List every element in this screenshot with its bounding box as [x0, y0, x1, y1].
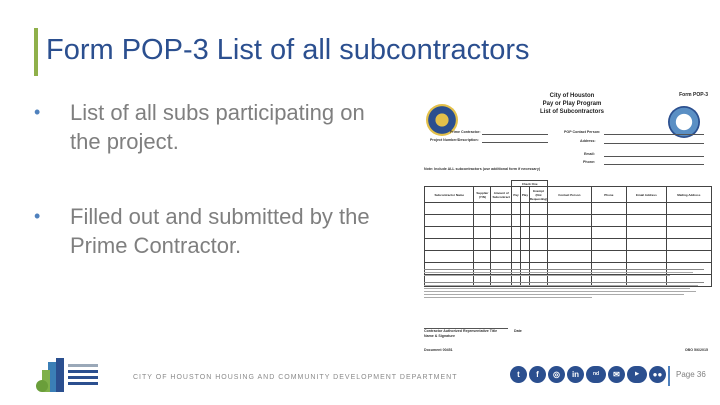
table-cell: [520, 251, 529, 263]
table-cell: [666, 215, 711, 227]
table-cell: [548, 215, 591, 227]
table-cell: [627, 251, 667, 263]
column-header: Amount of Subcontract: [491, 187, 512, 203]
form-heading: [522, 92, 622, 116]
table-cell: [591, 215, 627, 227]
form-label-address: Address:: [580, 139, 596, 143]
column-header: Email Address: [627, 187, 667, 203]
footer-department: CITY OF HOUSTON HOUSING AND COMMUNITY DEVELOPMENT DEPARTMENT: [133, 374, 458, 381]
form-label-email: Email:: [584, 152, 595, 156]
form-label-project: Project Number/Description:: [430, 138, 479, 142]
form-field-line: [604, 164, 704, 165]
form-field-line: [604, 134, 704, 135]
table-cell: [425, 227, 474, 239]
table-cell: [548, 203, 591, 215]
date-label: Date: [514, 329, 522, 333]
table-cell: [491, 203, 512, 215]
form-pop3-image: [414, 86, 712, 358]
column-header: Contact Person: [548, 187, 591, 203]
table-cell: [548, 227, 591, 239]
table-cell: [529, 227, 547, 239]
table-row: [425, 215, 712, 227]
table-cell: [425, 251, 474, 263]
column-header: Play: [520, 187, 529, 203]
table-cell: [529, 203, 547, 215]
table-cell: [591, 251, 627, 263]
table-cell: [548, 251, 591, 263]
housing-department-logo-icon: [34, 356, 100, 396]
table-cell: [512, 215, 521, 227]
revision-label: OBO 5/6/2015: [684, 348, 708, 352]
table-cell: [512, 203, 521, 215]
form-heading-line: List of Subcontractors: [539, 109, 604, 115]
bullet-text: Filled out and submitted by the Prime Contractor.: [70, 204, 370, 258]
table-cell: [627, 239, 667, 251]
table-cell: [474, 203, 491, 215]
linkedin-icon[interactable]: in: [567, 366, 584, 383]
instagram-icon[interactable]: ◎: [548, 366, 565, 383]
table-cell: [666, 251, 711, 263]
column-header: Phone: [591, 187, 627, 203]
table-cell: [529, 251, 547, 263]
table-cell: [666, 239, 711, 251]
page-number: Page 36: [676, 370, 706, 379]
twitter-icon[interactable]: t: [510, 366, 527, 383]
form-fine-print: [424, 269, 704, 298]
youtube-icon[interactable]: ▶: [627, 366, 647, 383]
column-header: Mailing Address: [666, 187, 711, 203]
table-cell: [512, 227, 521, 239]
table-cell: [491, 239, 512, 251]
table-row: [425, 203, 712, 215]
table-cell: [474, 227, 491, 239]
table-cell: [520, 239, 529, 251]
table-cell: [425, 203, 474, 215]
facebook-icon[interactable]: f: [529, 366, 546, 383]
table-cell: [491, 227, 512, 239]
table-cell: [529, 239, 547, 251]
table-cell: [548, 239, 591, 251]
table-cell: [666, 227, 711, 239]
bullet-marker: •: [34, 102, 41, 122]
bullet-text: List of all subs participating on the project.: [70, 100, 365, 154]
column-header: Supplier (Y/N): [474, 187, 491, 203]
signature-sublabel: Name & Signature: [424, 334, 455, 338]
column-header: Exempt (Not Requesting): [529, 188, 548, 201]
table-row: [425, 251, 712, 263]
page-number-bar: [668, 366, 670, 386]
column-header: Subcontractor Name: [425, 187, 474, 203]
table-cell: [512, 251, 521, 263]
bullet-item: [30, 202, 390, 260]
table-cell: [520, 215, 529, 227]
table-cell: [591, 227, 627, 239]
form-number: Form POP-3: [679, 92, 708, 98]
table-cell: [666, 203, 711, 215]
table-cell: [425, 239, 474, 251]
bullet-list: [30, 98, 390, 306]
form-field-line: [604, 156, 704, 157]
table-cell: [520, 203, 529, 215]
table-row: [425, 239, 712, 251]
table-row: [425, 227, 712, 239]
bullet-item: [30, 98, 390, 156]
slide-title: Form POP-3 List of all subcontractors: [46, 34, 530, 66]
table-cell: [425, 215, 474, 227]
form-heading-line: Pay or Play Program: [542, 101, 602, 107]
form-label-contact-person: POP Contact Person:: [564, 130, 601, 134]
form-label-prime-contractor: Prime Contractor:: [450, 130, 481, 134]
form-field-line: [482, 134, 548, 135]
title-accent-bar: [34, 28, 38, 76]
form-heading-line: City of Houston: [549, 93, 595, 99]
table-cell: [520, 227, 529, 239]
table-cell: [627, 203, 667, 215]
bullet-marker: •: [34, 206, 41, 226]
column-header: Pay: [512, 187, 521, 203]
nextdoor-icon[interactable]: nd: [586, 366, 606, 383]
document-label: Document 00451: [424, 348, 453, 352]
form-note: Note: Include ALL subcontractors (use additional form if necessary): [424, 167, 541, 171]
table-cell: [491, 215, 512, 227]
table-cell: [512, 239, 521, 251]
form-field-line: [482, 142, 548, 143]
table-cell: [474, 215, 491, 227]
table-cell: [591, 239, 627, 251]
check-one-header: Check One: [512, 181, 548, 187]
form-field-line: [604, 143, 704, 144]
flickr-icon[interactable]: ●●: [649, 366, 666, 383]
signature-label: Contractor Authorized Representative Title: [424, 329, 498, 333]
table-cell: [591, 203, 627, 215]
table-cell: [474, 251, 491, 263]
table-cell: [491, 251, 512, 263]
table-cell: [474, 239, 491, 251]
social-icons: [510, 366, 666, 383]
table-cell: [529, 215, 547, 227]
table-cell: [627, 227, 667, 239]
form-label-phone: Phone:: [583, 160, 596, 164]
email-icon[interactable]: ✉: [608, 366, 625, 383]
table-cell: [627, 215, 667, 227]
